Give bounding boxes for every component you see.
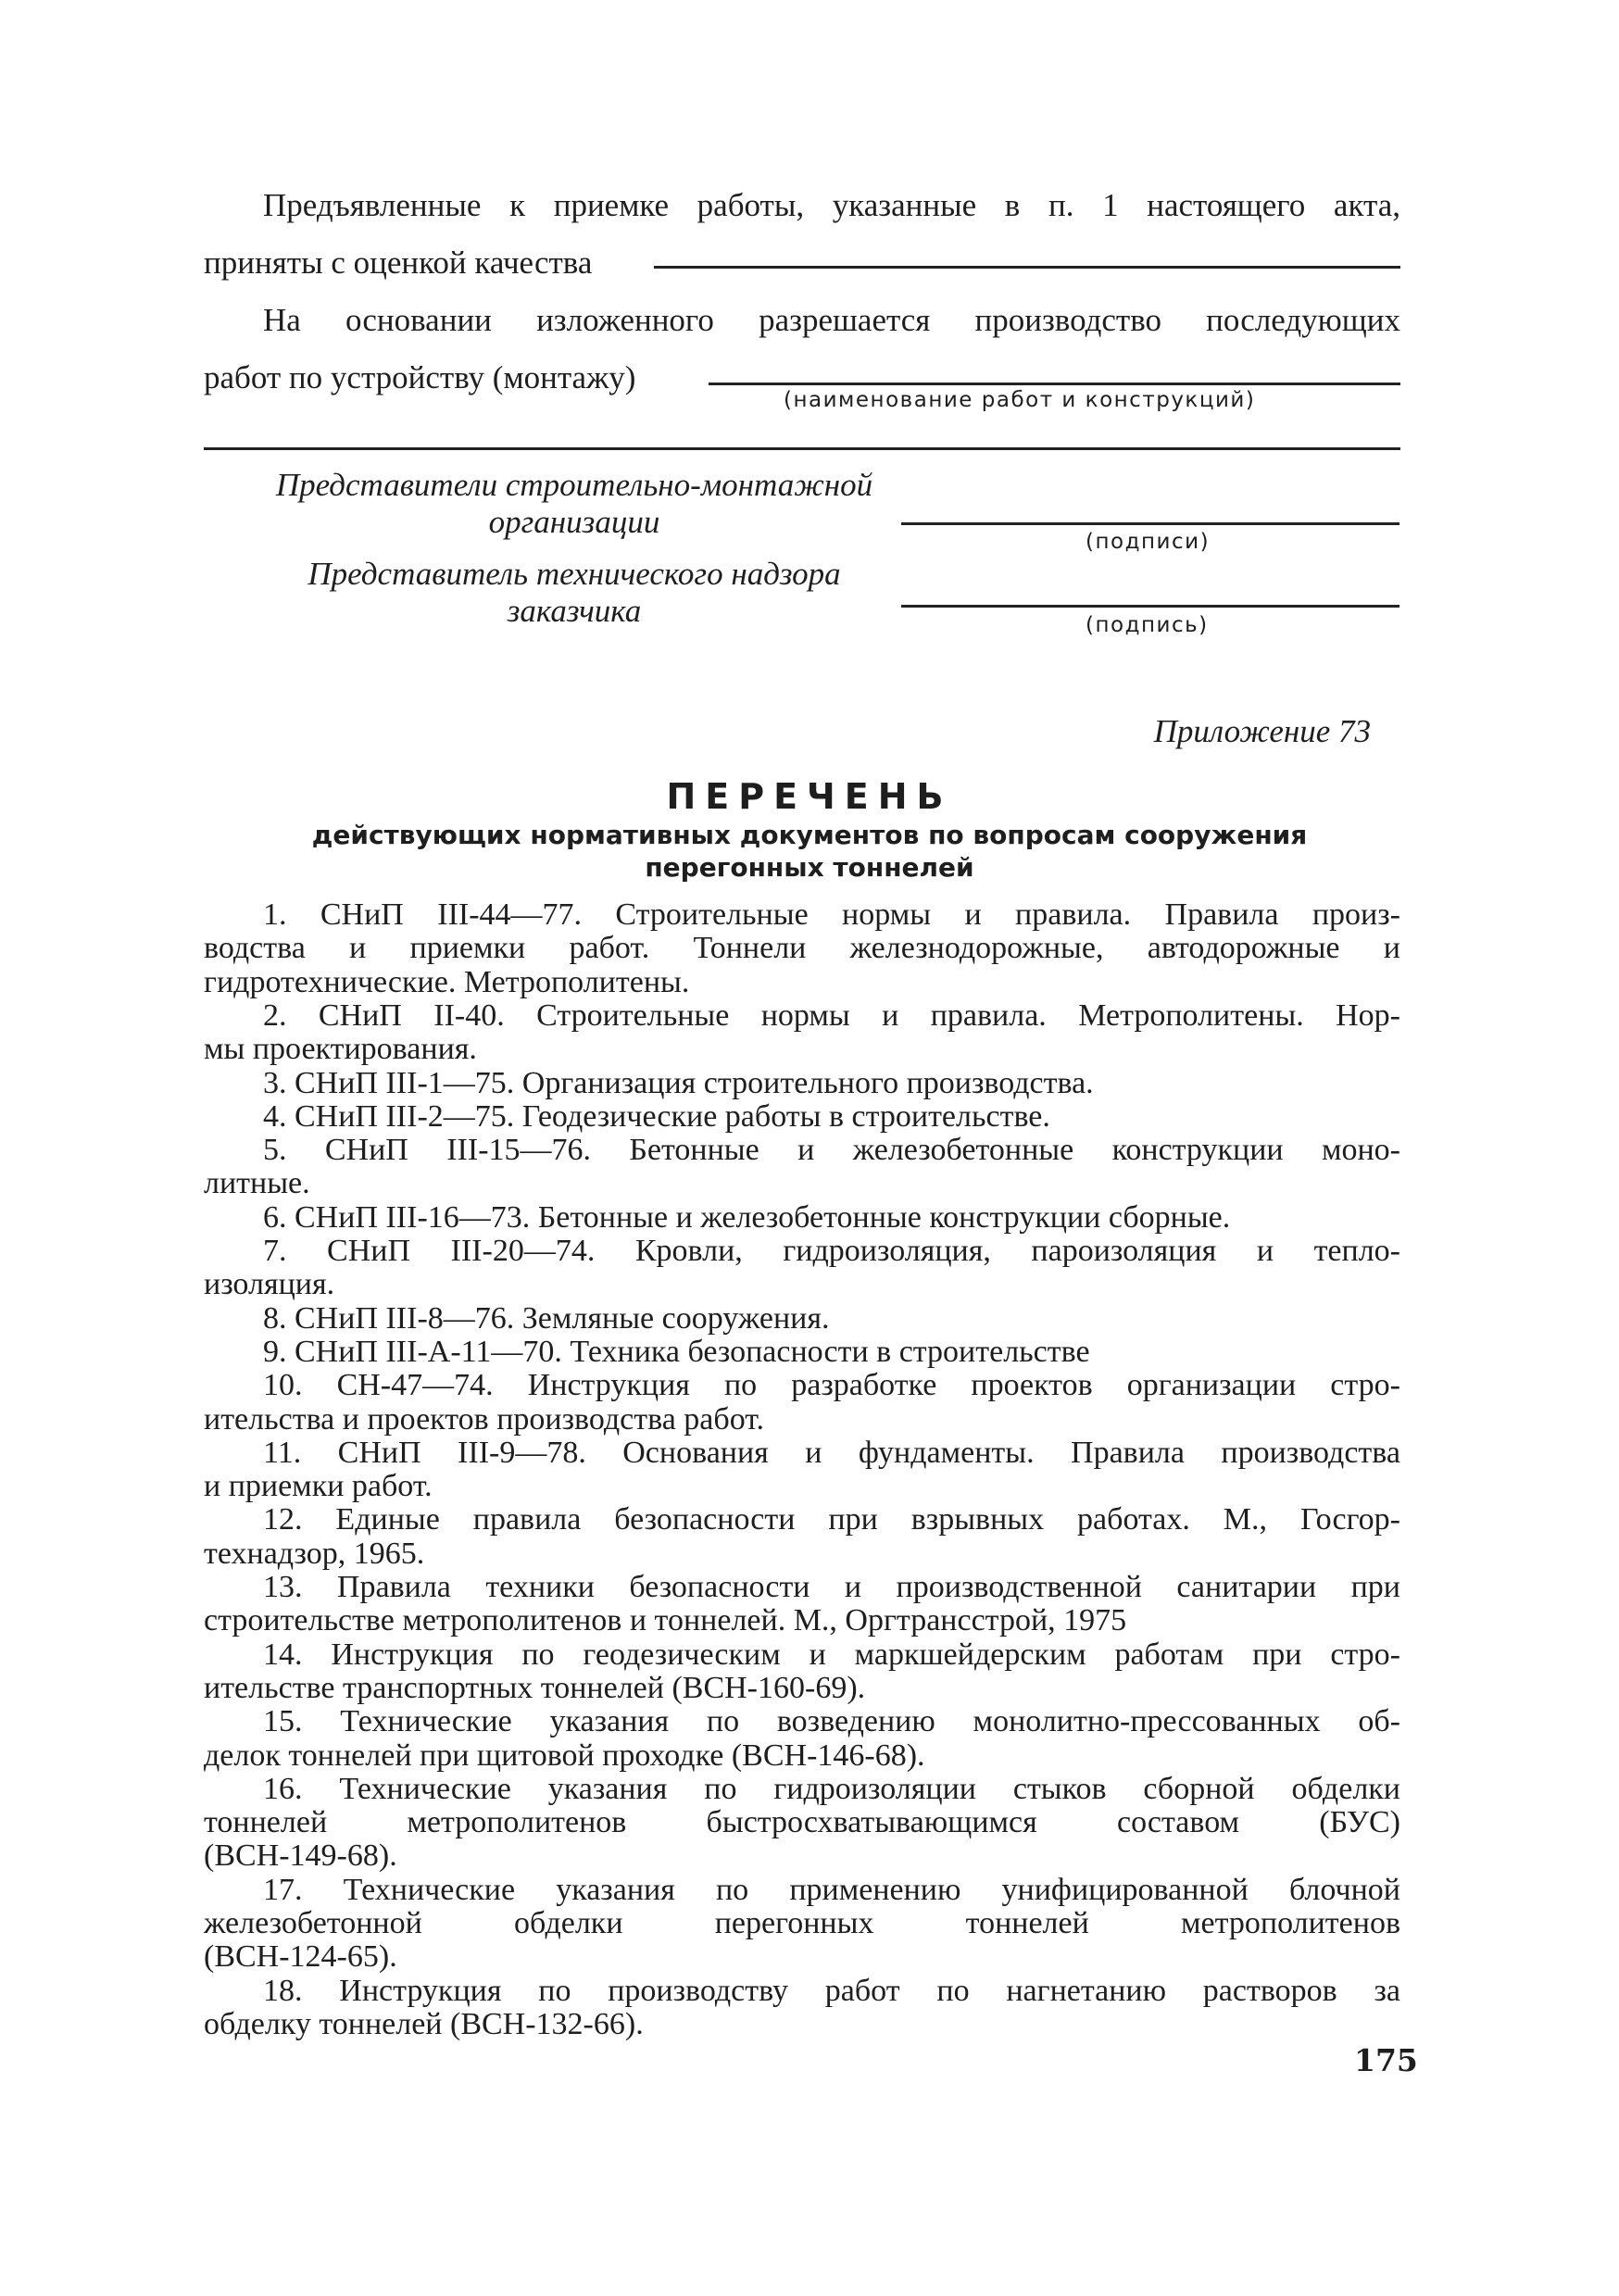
document-list-line: ительстве транспортных тоннелей (ВСН-160-69). xyxy=(204,1670,866,1705)
act-text-line-3: На основании изложенного разрешается производство последующих xyxy=(263,302,1400,338)
work-name-blank-line xyxy=(709,383,1400,385)
act-text-line-1: Предъявленные к приемке работы, указанные в п. 1 настоящего акта, xyxy=(263,187,1400,223)
rep-construction-org-line-1: Представители строительно-монтажной xyxy=(275,467,873,503)
rep-construction-org-line-2: организации xyxy=(488,504,660,540)
document-list-line: обделку тоннелей (ВСН-132-66). xyxy=(204,2006,644,2041)
document-list-line: 5. СНиП III-15—76. Бетонные и железобетонные конструкции моно- xyxy=(263,1133,1400,1168)
document-list-line: железобетонной обделки перегонных тоннелей метрополитенов xyxy=(204,1906,1400,1940)
document-list-line: делок тоннелей при щитовой проходке (ВСН-146-68). xyxy=(204,1738,925,1773)
document-list-line: 1. СНиП III-44—77. Строительные нормы и правила. Правила произ- xyxy=(263,897,1400,932)
signatures-blank-line-1 xyxy=(901,522,1399,525)
document-list-line: 17. Технические указания по применению унифицированной блочной xyxy=(263,1872,1400,1907)
document-list-line: тоннелей метрополитенов быстросхватывающимся составом (БУС) xyxy=(204,1805,1400,1840)
signatures-caption-2: (подпись) xyxy=(1086,613,1209,637)
document-list-line: водства и приемки работ. Тоннели железнодорожные, автодорожные и xyxy=(204,931,1400,966)
document-list-line: и приемки работ. xyxy=(204,1469,433,1504)
rep-technical-supervision-line-2: заказчика xyxy=(507,593,642,629)
document-list-line: 10. СН-47—74. Инструкция по разработке проектов организации стро- xyxy=(263,1368,1400,1403)
appendix-label: Приложение 73 xyxy=(1153,713,1371,749)
document-list-line: 6. СНиП III-16—73. Бетонные и железобетонные конструкции сборные. xyxy=(263,1199,1231,1235)
document-list-line: 13. Правила техники безопасности и производственной санитарии при xyxy=(263,1570,1400,1604)
document-list-line: 14. Инструкция по геодезическим и маркшейдерским работам при стро- xyxy=(263,1637,1400,1672)
page-number: 175 xyxy=(1354,2042,1418,2078)
work-name-caption: (наименование работ и конструкций) xyxy=(784,388,1256,412)
document-list-line: мы проектирования. xyxy=(204,1032,477,1067)
document-list-line: 12. Единые правила безопасности при взрывных работах. М., Госгор- xyxy=(263,1502,1400,1537)
rep-technical-supervision-line-1: Представитель технического надзора xyxy=(307,556,841,592)
document-list-line: 15. Технические указания по возведению монолитно-прессованных об- xyxy=(263,1704,1400,1739)
document-list-line: гидротехнические. Метрополитены. xyxy=(204,964,690,999)
document-list-line: 11. СНиП III-9—78. Основания и фундаменты. Правила производства xyxy=(263,1435,1400,1470)
document-list-line: 7. СНиП III-20—74. Кровли, гидроизоляция, пароизоляция и тепло- xyxy=(263,1234,1400,1268)
signatures-blank-line-2 xyxy=(901,605,1399,608)
document-list-line: технадзор, 1965. xyxy=(204,1536,425,1571)
full-width-blank-line xyxy=(204,447,1400,450)
document-list-line: 9. СНиП III-А-11—70. Техника безопасности в строительстве xyxy=(263,1334,1090,1369)
act-text-line-4: работ по устройству (монтажу) xyxy=(204,359,636,395)
document-list-line: строительстве метрополитенов и тоннелей. М., Оргтрансстрой, 1975 xyxy=(204,1603,1127,1638)
document-list-line: (ВСН-149-68). xyxy=(204,1838,397,1874)
document-list-line: 2. СНиП II-40. Строительные нормы и правила. Метрополитены. Нор- xyxy=(263,997,1400,1033)
document-list-line: ительства и проектов производства работ. xyxy=(204,1401,765,1437)
list-title: ПЕРЕЧЕНЬ xyxy=(666,776,953,817)
document-list-line: 3. СНиП III-1—75. Организация строительного производства. xyxy=(263,1065,1094,1100)
document-list-line: 4. СНиП III-2—75. Геодезические работы в строительстве. xyxy=(263,1098,1050,1134)
signatures-caption-1: (подписи) xyxy=(1086,530,1211,554)
document-list-line: литные. xyxy=(204,1166,310,1201)
act-text-line-2: приняты с оценкой качества xyxy=(204,245,593,281)
list-subtitle-line-1: действующих нормативных документов по вопросам сооружения xyxy=(311,820,1308,850)
document-list-line: (ВСН-124-65). xyxy=(204,1939,397,1975)
document-list-line: 16. Технические указания по гидроизоляции стыков сборной обделки xyxy=(263,1771,1400,1806)
list-subtitle-line-2: перегонных тоннелей xyxy=(645,852,974,883)
quality-rating-blank-line xyxy=(654,266,1400,269)
document-list-line: 8. СНиП III-8—76. Земляные сооружения. xyxy=(263,1300,830,1336)
document-list-line: 18. Инструкция по производству работ по нагнетанию растворов за xyxy=(263,1973,1400,2008)
document-list-line: изоляция. xyxy=(204,1267,335,1302)
